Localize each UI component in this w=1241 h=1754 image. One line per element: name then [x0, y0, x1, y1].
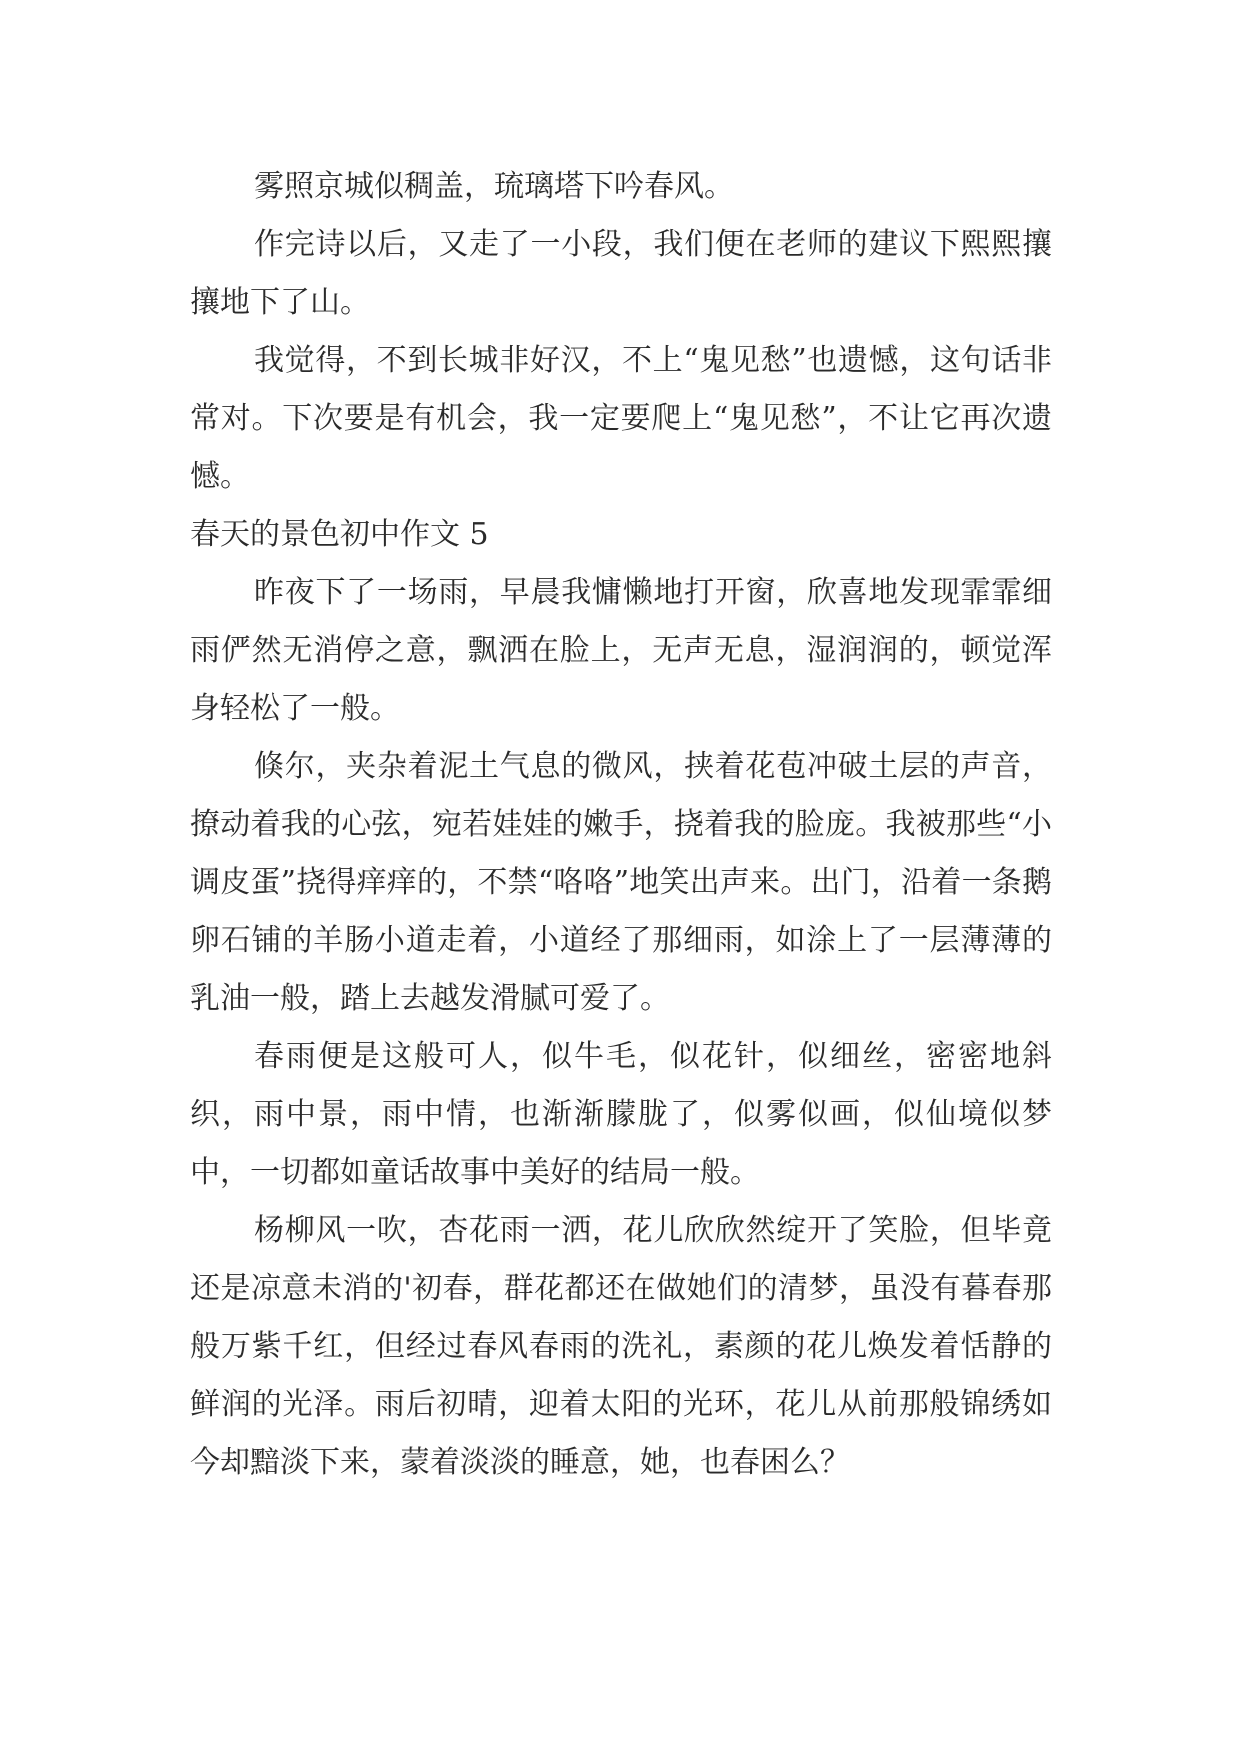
paragraph-poem-line: 雾照京城似稠盖，琉璃塔下吟春风。	[254, 169, 734, 204]
paragraph-flowers: 杨柳风一吹，杏花雨一洒，花儿欣欣然绽开了笑脸，但毕竟还是凉意未消的'初春，群花都还在做她们的清梦，虽没有暮春那般万紫千红，但经过春风春雨的洗礼，素颜的花儿焕发着恬静的鲜润的光泽。雨后初晴，迎着太阳的光环，花儿从前那般锦绣如今却黯淡下来，蒙着淡淡的睡意，她，也春困么？	[190, 1213, 1052, 1480]
paragraph-breeze: 倏尔，夹杂着泥土气息的微风，挟着花苞冲破土层的声音，撩动着我的心弦，宛若娃娃的嫩手，挠着我的脸庞。我被那些“小调皮蛋”挠得痒痒的，不禁“咯咯”地笑出声来。出门，沿着一条鹅卵石铺的羊肠小道走着，小道经了那细雨，如涂上了一层薄薄的乳油一般，踏上去越发滑腻可爱了。	[190, 749, 1052, 1016]
paragraph-last-night-rain: 昨夜下了一场雨，早晨我慵懒地打开窗，欣喜地发现霏霏细雨俨然无消停之意，飘洒在脸上，无声无息，湿润润的，顿觉浑身轻松了一般。	[190, 575, 1052, 726]
section-heading: 春天的景色初中作文 5	[190, 517, 489, 552]
paragraph-descend-mountain: 作完诗以后，又走了一小段，我们便在老师的建议下熙熙攘攘地下了山。	[190, 227, 1052, 320]
paragraph-great-wall-saying: 我觉得，不到长城非好汉，不上“鬼见愁”也遗憾，这句话非常对。下次要是有机会，我一定要爬上“鬼见愁”，不让它再次遗憾。	[190, 343, 1052, 494]
paragraph-spring-rain: 春雨便是这般可人，似牛毛，似花针，似细丝，密密地斜织，雨中景，雨中情，也渐渐朦胧了，似雾似画，似仙境似梦中，一切都如童话故事中美好的结局一般。	[190, 1039, 1052, 1190]
document-body	[190, 158, 1052, 1492]
